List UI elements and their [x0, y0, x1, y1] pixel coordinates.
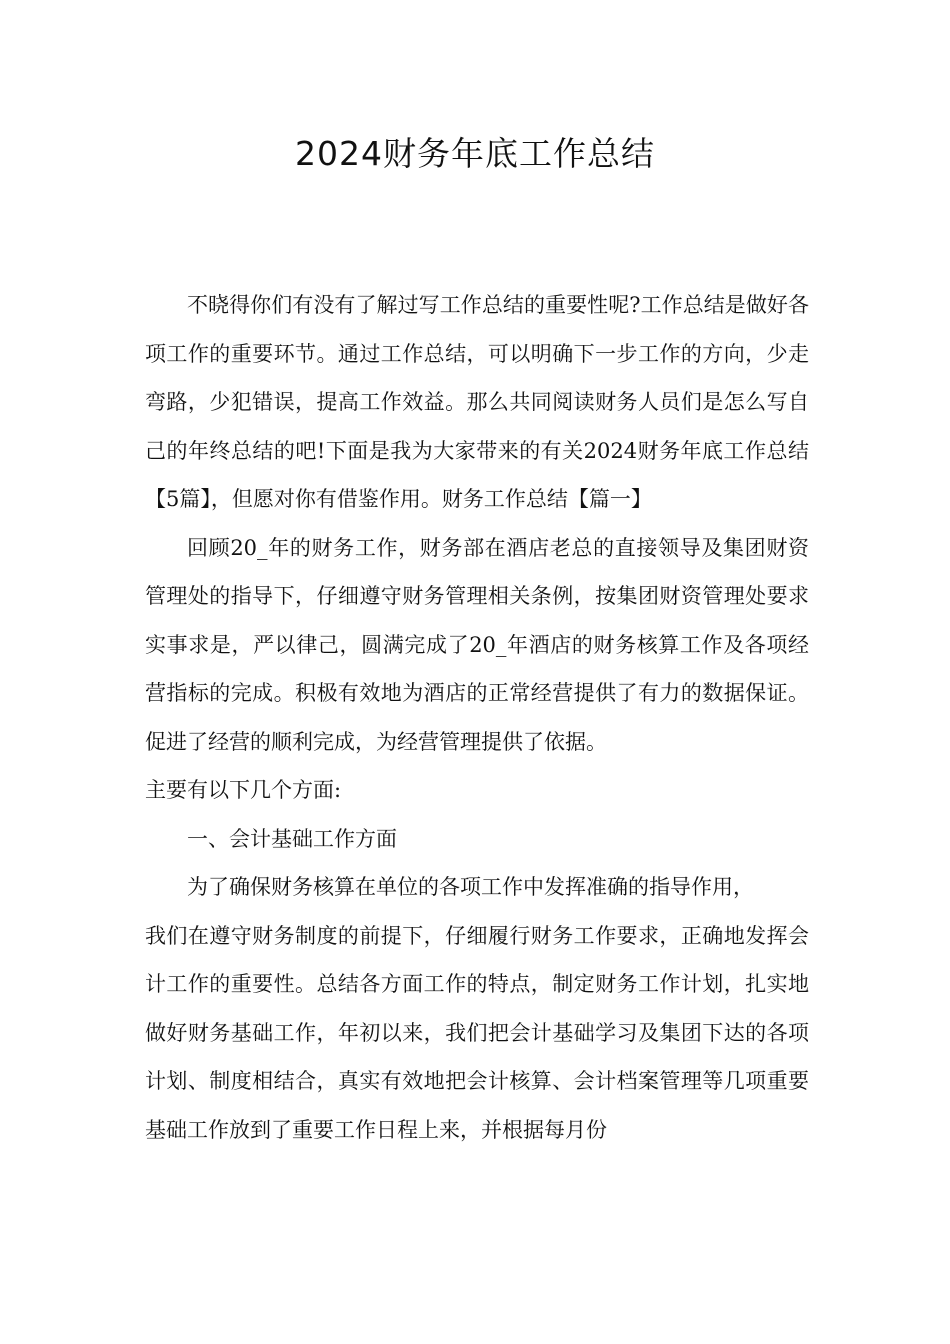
paragraph-aspects-lead: 主要有以下几个方面: — [145, 778, 342, 802]
paragraph-review: 回顾20_年的财务工作，财务部在酒店老总的直接领导及集团财资管理处的指导下，仔细遵守财务管理相关条例，按集团财资管理处要求实事求是，严以律己，圆满完成了20_年酒店的财务核算工作及各项经营指标的完成。积极有效地为酒店的正常经营提供了有力的数据保证。促进了经营的顺利完成，为经营管理提供了依据。 — [145, 535, 809, 754]
paragraph-accounting-details: 我们在遵守财务制度的前提下，仔细履行财务工作要求，正确地发挥会计工作的重要性。总结各方面工作的特点，制定财务工作计划，扎实地做好财务基础工作，年初以来，我们把会计基础学习及集团下达的各项计划、制度相结合，真实有效地把会计核算、会计档案管理等几项重要基础工作放到了重要工作日程上来，并根据每月份 — [145, 923, 809, 1142]
document-title: 2024财务年底工作总结 — [295, 134, 655, 173]
paragraph-accounting-purpose: 为了确保财务核算在单位的各项工作中发挥准确的指导作用， — [187, 875, 754, 899]
section-heading-accounting-basics: 一、会计基础工作方面 — [187, 826, 397, 851]
document-body — [145, 281, 809, 1154]
paragraph-intro: 不晓得你们有没有了解过写工作总结的重要性呢?工作总结是做好各项工作的重要环节。通过工作总结，可以明确下一步工作的方向，少走弯路，少犯错误，提高工作效益。那么共同阅读财务人员们是怎么写自己的年终总结的吧!下面是我为大家带来的有关2024财务年底工作总结【5篇】，但愿对你有借鉴作用。财务工作总结【篇一】 — [145, 293, 809, 511]
